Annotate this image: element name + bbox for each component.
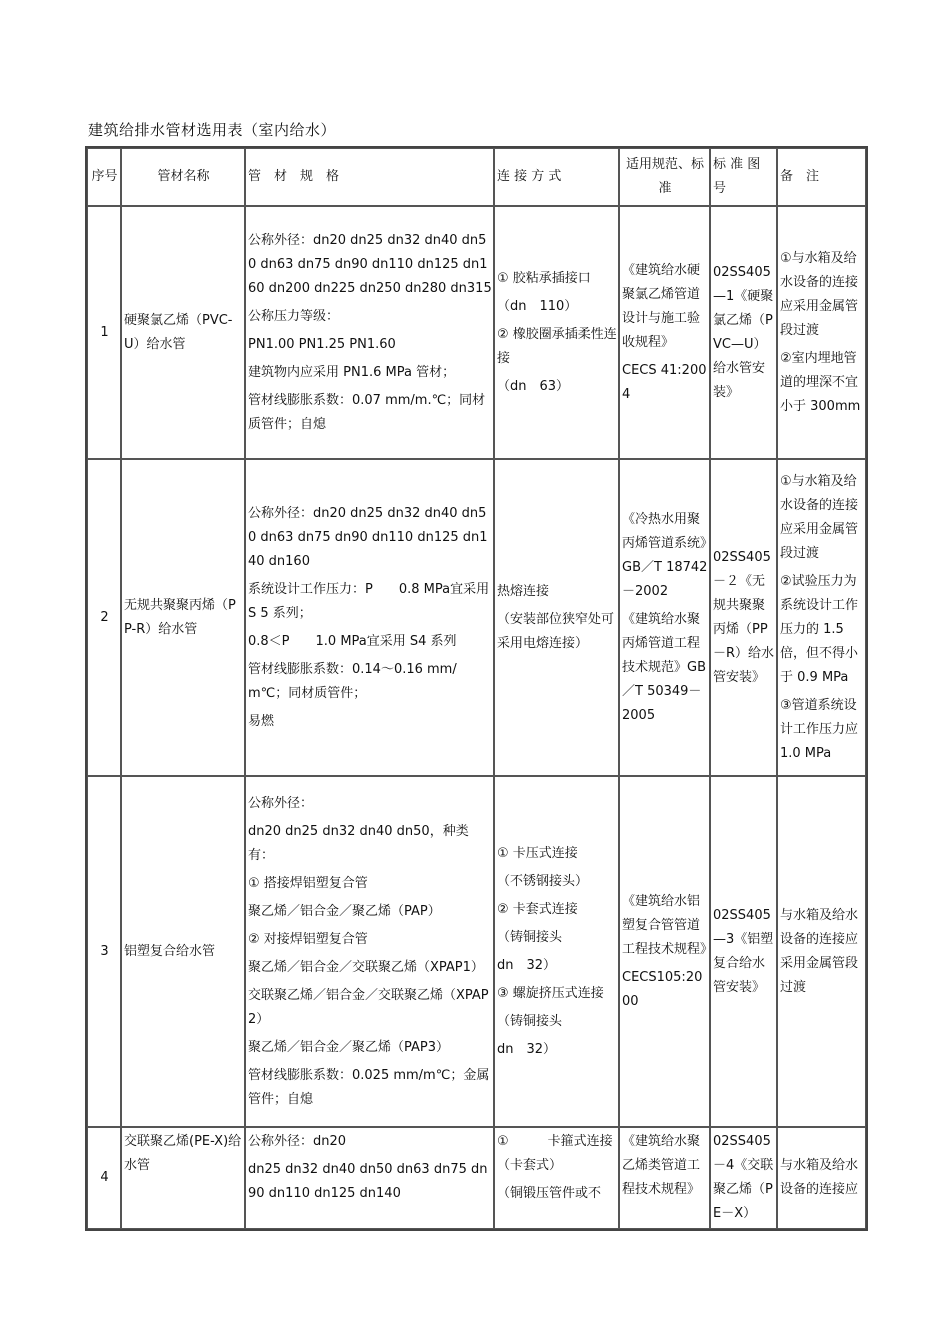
- conn-line: ① 卡箍式连接（卡套式）: [497, 1134, 613, 1173]
- standard: [619, 776, 714, 1127]
- header-atlas-no: 标 准 图 号: [710, 148, 777, 206]
- spec-line: 聚乙烯／铝合金／聚乙烯（PAP）: [248, 903, 441, 919]
- spec-line: 易燃: [248, 713, 275, 729]
- spec-line: 交联聚乙烯／铝合金／交联聚乙烯（XPAP2）: [248, 987, 489, 1027]
- note: [777, 459, 872, 776]
- spec-line: 公称外径：dn20 dn25 dn32 dn40 dn50 dn63 dn75 dn90 dn110 dn125 dn160 dn200 dn225 dn250 dn280 dn315: [248, 232, 492, 296]
- row-no: 2: [87, 459, 121, 776]
- conn-line: （安装部位狭窄处可采用电熔连接）: [497, 611, 615, 651]
- spec-line: 公称外径：dn20: [248, 1134, 347, 1149]
- conn-line: ② 卡套式连接: [497, 901, 578, 917]
- note-line: ②试验压力为系统设计工作压力的 1.5 倍，但不得小于 0.9 MPa: [780, 573, 859, 685]
- conn-line: dn 32）: [497, 1041, 557, 1057]
- note-line: 与水箱及给水设备的连接应采用金属管段过渡: [780, 907, 859, 995]
- pipe-name: 无规共聚聚丙烯（PP-R）给水管: [121, 459, 245, 776]
- atlas-no: 02SS405—3《铝塑复合给水管安装》: [710, 776, 777, 1127]
- note: [777, 206, 866, 459]
- spec-line: 管材线膨胀系数：0.025 mm/m℃；金属管件；自熄: [248, 1067, 490, 1107]
- spec-line: dn25 dn32 dn40 dn50 dn63 dn75 dn90 dn110 dn125 dn140: [248, 1162, 488, 1201]
- note: [777, 776, 866, 1127]
- connection-method: [494, 459, 619, 776]
- document-title: 建筑给排水管材选用表（室内给水）: [88, 121, 337, 139]
- conn-line: 热熔连接: [497, 583, 550, 599]
- spec-line: 公称外径：dn20 dn25 dn32 dn40 dn50 dn63 dn75 dn90 dn110 dn125 dn140 dn160: [248, 505, 488, 569]
- conn-line: （铸铜接头: [497, 929, 563, 945]
- header-name: 管材名称: [121, 148, 245, 206]
- pipe-spec: [245, 206, 494, 459]
- header-connection: 连 接 方 式: [494, 148, 619, 206]
- conn-line: （不锈钢接头）: [497, 873, 589, 889]
- std-line: 《建筑给水硬聚氯乙烯管道设计与施工验收规程》: [622, 262, 701, 350]
- spec-line: 管材线膨胀系数：0.07 mm/m.℃；同材质管件；自熄: [248, 392, 486, 432]
- conn-line: ③ 螺旋挤压式连接: [497, 985, 604, 1001]
- note-line: ①与水箱及给水设备的连接应采用金属管段过渡: [780, 250, 859, 338]
- std-line: 《建筑给水聚乙烯类管道工程技术规程》: [622, 1134, 701, 1197]
- connection-method: [494, 1127, 619, 1229]
- row-no: 4: [87, 1127, 121, 1229]
- spec-line: 管材线膨胀系数：0.14～0.16 mm/m℃；同材质管件；: [248, 661, 457, 701]
- spec-line: 建筑物内应采用 PN1.6 MPa 管材；: [248, 364, 456, 380]
- note-line: ②室内埋地管道的埋深不宜小于 300mm: [780, 350, 861, 414]
- atlas-no: 02SS405－4《交联聚乙烯（PE－X）: [710, 1127, 777, 1229]
- atlas-no: 02SS405—1《硬聚氯乙烯（PVC—U）给水管安装》: [710, 206, 777, 459]
- note: [777, 1127, 866, 1229]
- header-note: 备 注: [777, 148, 866, 206]
- std-line: CECS 41:2004: [622, 362, 707, 402]
- conn-line: （铜锻压管件或不: [497, 1186, 602, 1201]
- atlas-no: 02SS405－２《无规共聚聚丙烯（PP－R）给水管安装》: [710, 459, 777, 776]
- header-no: 序号: [87, 148, 121, 206]
- row-no: 3: [87, 776, 121, 1127]
- pipe-spec: [245, 1127, 494, 1229]
- table-row: [87, 1127, 866, 1229]
- conn-line: （铸铜接头: [497, 1013, 563, 1029]
- standard: [619, 1127, 710, 1229]
- table-row: [87, 459, 866, 776]
- conn-line: （dn 110）: [497, 298, 578, 314]
- std-line: 《冷热水用聚丙烯管道系统》GB／T 18742－2002: [622, 511, 708, 599]
- standard: [619, 459, 710, 776]
- table-row: [87, 776, 866, 1127]
- row-no: 1: [87, 206, 121, 459]
- spec-line: 0.8＜P 1.0 MPa宜采用 S4 系列: [248, 633, 457, 649]
- pipe-selection-table: [85, 146, 872, 1231]
- connection-method: [494, 206, 619, 459]
- conn-line: ② 橡胶圈承插柔性连接: [497, 326, 617, 366]
- connection-method: [494, 776, 619, 1127]
- spec-line: 聚乙烯／铝合金／聚乙烯（PAP3）: [248, 1039, 450, 1055]
- pipe-name: 硬聚氯乙烯（PVC-U）给水管: [121, 206, 245, 459]
- std-line: CECS105:2000: [622, 969, 703, 1009]
- conn-line: ① 胶粘承插接口: [497, 270, 591, 286]
- spec-line: dn20 dn25 dn32 dn40 dn50，种类有：: [248, 823, 469, 863]
- note-line: ③管道系统设计工作压力应 1.0 MPa: [780, 697, 872, 761]
- conn-line: （dn 63）: [497, 378, 570, 394]
- note-line: 与水箱及给水设备的连接应: [780, 1158, 859, 1197]
- header-spec: 管 材 规 格: [245, 148, 494, 206]
- spec-line: ① 搭接焊铝塑复合管: [248, 875, 368, 891]
- spec-line: 公称压力等级：: [248, 308, 340, 324]
- spec-line: 系统设计工作压力：P 0.8 MPa宜采用 S 5 系列；: [248, 581, 490, 621]
- table-header-row: [87, 148, 866, 206]
- pipe-name: 交联聚乙烯(PE-X)给水管: [121, 1127, 245, 1229]
- std-line: 《建筑给水铝塑复合管管道工程技术规程》: [622, 893, 714, 957]
- spec-line: 公称外径：: [248, 795, 314, 811]
- table-row: [87, 206, 866, 459]
- pipe-spec: [245, 459, 494, 776]
- standard: [619, 206, 710, 459]
- header-standard: 适用规范、标准: [619, 148, 710, 206]
- pipe-name: 铝塑复合给水管: [121, 776, 245, 1127]
- pipe-spec: [245, 776, 494, 1127]
- note-line: ①与水箱及给水设备的连接应采用金属管段过渡: [780, 473, 859, 561]
- spec-line: ② 对接焊铝塑复合管: [248, 931, 368, 947]
- std-line: 《建筑给水聚丙烯管道工程技术规范》GB／T 50349－2005: [622, 611, 706, 723]
- conn-line: dn 32）: [497, 957, 557, 973]
- spec-line: PN1.00 PN1.25 PN1.60: [248, 336, 396, 352]
- conn-line: ① 卡压式连接: [497, 845, 578, 861]
- spec-line: 聚乙烯／铝合金／交联聚乙烯（XPAP1）: [248, 959, 484, 975]
